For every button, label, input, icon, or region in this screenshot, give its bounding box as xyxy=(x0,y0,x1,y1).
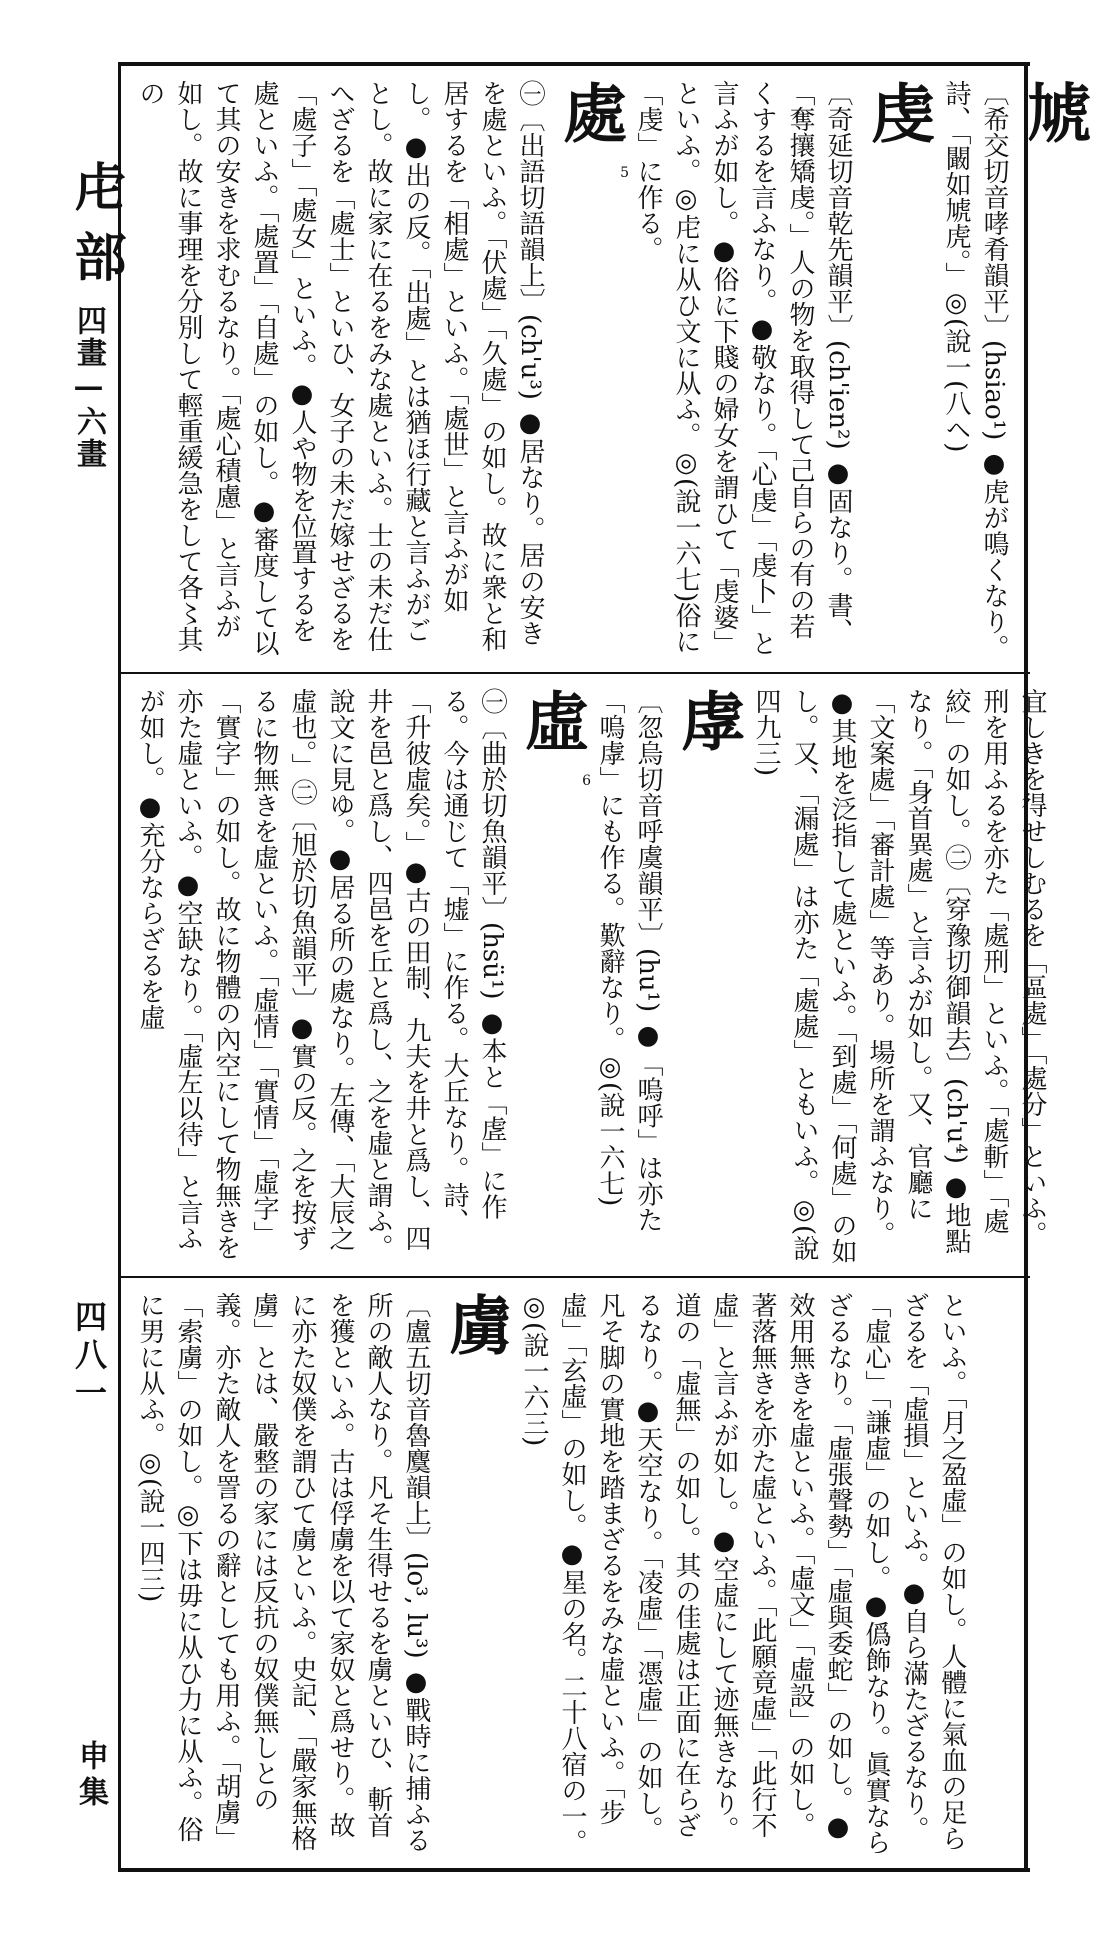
entry-body: 〔希交切音哮肴韻平〕(hsiao¹) ●虎が鳴くなり。詩、「闞如虓虎。」◎(說一(八ヘ) xyxy=(941,80,1009,661)
head-character: 虛 xyxy=(514,688,589,752)
dictionary-frame xyxy=(118,62,1091,1872)
head-character: 虜 xyxy=(438,1292,513,1356)
band-middle xyxy=(121,674,1047,1278)
stroke-count-marker: 6 xyxy=(582,773,591,789)
entry-body: 宜しきを得せしむるを「區處」「處分」といふ。刑を用ふるを亦た「處刑」といふ。「處斬」「處絞」の如し。㊁〔穿豫切御韻去〕(ch'u⁴) ●地點なり。「身首異處」と言ふが如し。又、官廳に「文案處」「審計處」等あり。場所を謂ふなり。●其地を泛指して處といふ。「到處」「何處」の如し。又、「漏處」は亦た「處處」ともいふ。◎(說四九三) xyxy=(751,688,1047,1264)
head-character: 虓 xyxy=(1016,80,1091,144)
entry-xu-continued xyxy=(515,1292,971,1862)
page-number: 四八一 xyxy=(70,1300,108,1414)
head-character: 虔 xyxy=(860,80,935,144)
radical-label: 虍部 xyxy=(65,160,126,300)
entry-chu xyxy=(131,80,629,662)
entry-chu-continued xyxy=(747,688,1051,1266)
band-middle-text xyxy=(131,688,1051,1266)
frame-right-rule xyxy=(1018,62,1028,1872)
entry-xu xyxy=(131,688,591,1266)
entry-body: 〔奇延切音乾先韻平〕(ch'ien²) ●固なり。書、「奪攘矯虔。」人の物を取得して己自らの有の若くするを言ふなり。●敬なり。「心虔」「虔卜」と言ふが如し。●俗に下賤の婦女を謂ひて「虔婆」といふ。◎虍に从ひ文に从ふ。◎(說一六七)俗に「虔」に作る。 xyxy=(633,80,853,656)
stroke-range-label: 四畫—六畫 xyxy=(71,305,106,470)
head-character: 虖 xyxy=(670,688,745,752)
band-top xyxy=(121,66,1091,674)
entry-lu xyxy=(131,1292,515,1862)
entry-body: ㊀〔出語切語韻上〕(ch'u³) ●居なり。居の安きを處といふ。「伏處」「久處」の如し。故に衆と和居するを「相處」といふ。「處世」と言ふが如し。●出の反。「出處」とは猶ほ行藏と言ふがごとし。故に家に在るをみな處といふ。士の未だ仕へざるを「處士」といひ、女子の未だ嫁せざるを「處子」「處女」といふ。●人や物を位置するを處といふ。「處置」「自處」の如し。●審度して以て其の安きを求むるなり。「處心積慮」と言ふが如し。故に事理を分別して輕重緩急をして各〻其の xyxy=(135,80,545,656)
entry-body: 〔盧五切音魯麌韻上〕(lo³, lu³) ●戰時に捕ふる所の敵人なり。凡そ生得せるを虜といひ、斬首を獲といふ。古は俘虜を以て家奴と爲せり。故に亦た奴僕を謂ひて虜といふ。史記、「嚴家無格虜」とは、嚴整の家には反抗の奴僕無しとの義。亦た敵人を詈るの辭としても用ふ。「胡虜」「索虜」の如し。◎下は毋に从ひ力に从ふ。俗に男に从ふ。◎(說一四三) xyxy=(135,1292,431,1853)
entry-qian xyxy=(629,80,937,662)
head-character: 處 xyxy=(552,80,627,144)
entry-hu xyxy=(591,688,747,1266)
band-bottom-text xyxy=(131,1292,971,1862)
volume-label: 申集 xyxy=(73,1740,108,1812)
band-bottom xyxy=(121,1278,1030,1872)
entry-body: 〔忽烏切音呼虞韻平〕(hu¹) ●「嗚呼」は亦た「嗚虖」にも作る。歎辭なり。◎(說一六七) xyxy=(595,688,663,1233)
entry-xiao xyxy=(937,80,1093,662)
entry-body: ㊀〔曲於切魚韻平〕(hsü¹) ●本と「虗」に作る。今は通じて「墟」に作る。大丘なり。詩、「升彼虛矣。」●古の田制、九夫を井と爲し、四井を邑と爲し、四邑を丘と爲し、之を虛と謂ふ。說文に見ゆ。●居る所の處なり。左傳、「大辰之虛也。」㊁〔旭於切魚韻平〕●實の反。之を按ずるに物無きを虛といふ。「虛情」「實情」「虛字」「實字」の如し。故に物體の內空にして物無きを亦た虛といふ。●空缺なり。「虛左以待」と言ふが如し。●充分ならざるを虛 xyxy=(135,688,507,1260)
entry-body: といふ。「月之盈虛」の如し。人體に氣血の足らざるを「虛損」といふ。●自ら滿たざるなり。「虛心」「謙虛」の如し。●僞飾なり。眞實ならざるなり。「虛張聲勢」「虛與委蛇」の如し。●效用無きを虛といふ。「虛文」「虛設」の如し。著落無きを亦た虛といふ。「此願竟虛」「此行不虛」と言ふが如し。●空虛にして迹無きなり。道の「虛無」の如し。其の佳處は正面に在らざるなり。●天空なり。「凌虛」「憑虛」の如し。凡そ脚の實地を踏まざるをみな虛といふ。「步虛」「玄虛」の如し。●星の名。二十八宿の一。◎(說一六三) xyxy=(519,1292,967,1855)
band-top-text xyxy=(131,80,1093,662)
stroke-count-marker: 5 xyxy=(620,165,629,181)
